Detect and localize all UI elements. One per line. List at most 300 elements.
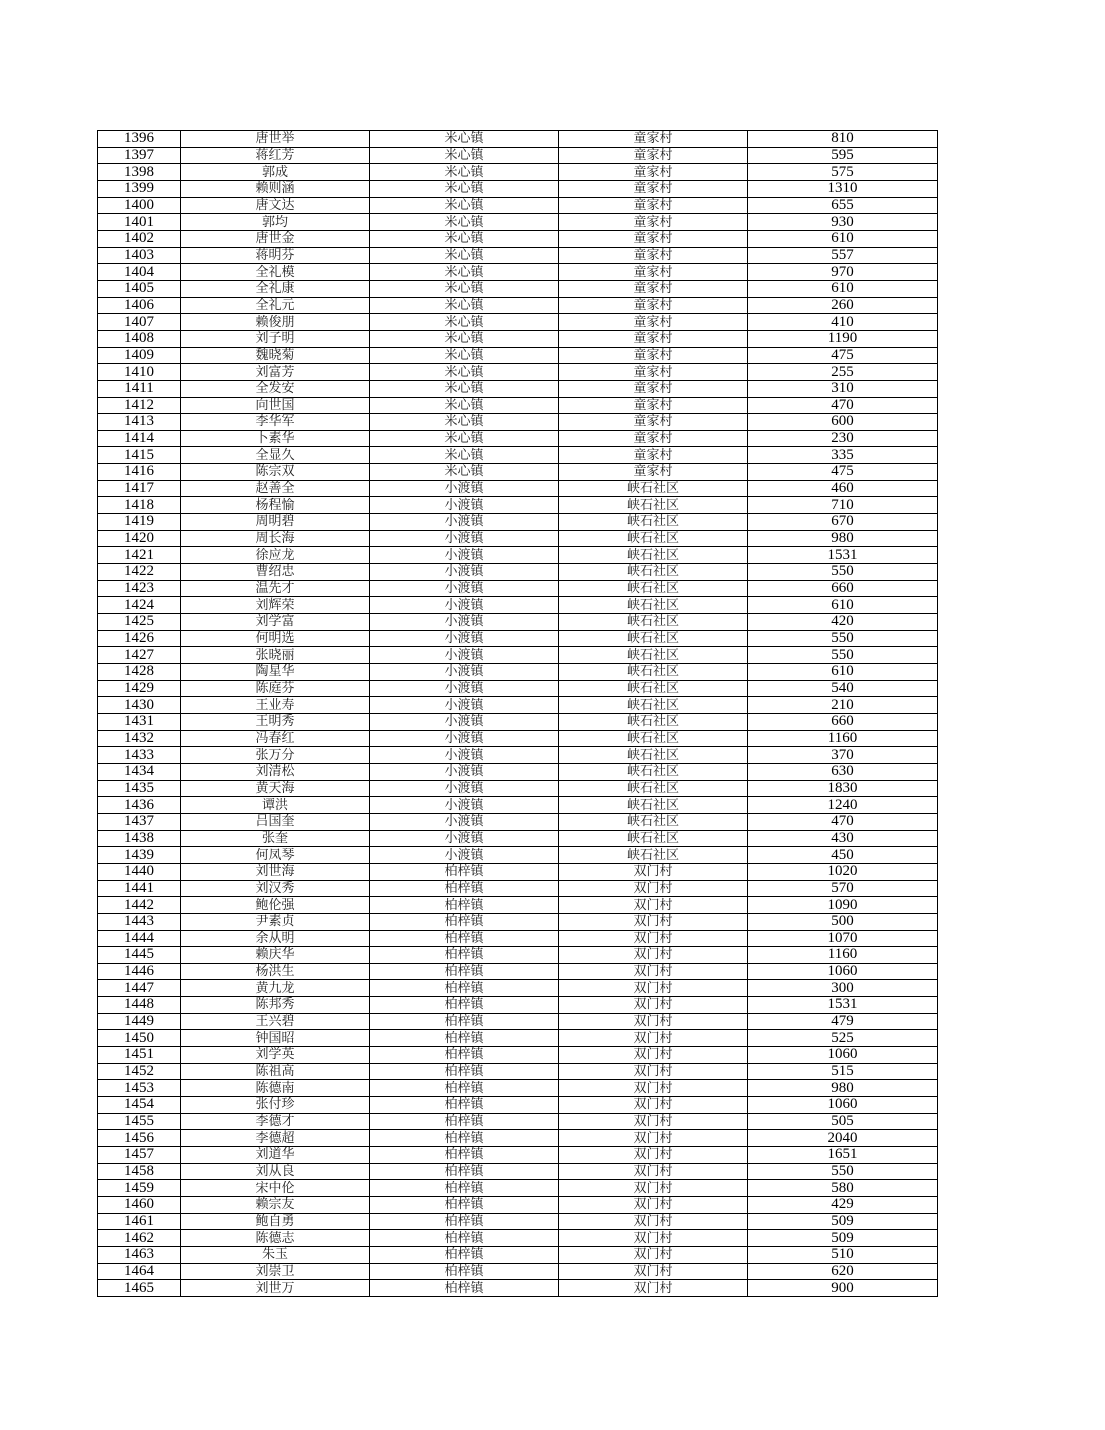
table-row: [98, 297, 938, 314]
cell-number: 1457: [98, 1147, 181, 1164]
cell-amount: 460: [748, 480, 938, 497]
table-row: [98, 980, 938, 997]
cell-town: 小渡镇: [370, 713, 559, 730]
table-row: [98, 1013, 938, 1030]
table-row: [98, 797, 938, 814]
cell-name: 鲍自勇: [181, 1213, 370, 1230]
table-row: [98, 830, 938, 847]
table-row: [98, 214, 938, 231]
cell-amount: 900: [748, 1280, 938, 1297]
table-row: [98, 1230, 938, 1247]
cell-name: 李华军: [181, 414, 370, 431]
cell-number: 1442: [98, 897, 181, 914]
cell-village: 峡石社区: [559, 664, 748, 681]
cell-town: 小渡镇: [370, 830, 559, 847]
cell-name: 王兴碧: [181, 1013, 370, 1030]
cell-number: 1459: [98, 1180, 181, 1197]
cell-town: 小渡镇: [370, 580, 559, 597]
cell-village: 峡石社区: [559, 630, 748, 647]
table-row: [98, 380, 938, 397]
cell-amount: 505: [748, 1113, 938, 1130]
cell-village: 双门村: [559, 930, 748, 947]
table-row: [98, 647, 938, 664]
cell-name: 刘从良: [181, 1163, 370, 1180]
table-row: [98, 1047, 938, 1064]
table-row: [98, 414, 938, 431]
cell-town: 米心镇: [370, 364, 559, 381]
cell-village: 峡石社区: [559, 713, 748, 730]
cell-town: 小渡镇: [370, 647, 559, 664]
table-row: [98, 664, 938, 681]
cell-name: 郭成: [181, 164, 370, 181]
cell-name: 徐应龙: [181, 547, 370, 564]
cell-town: 柏梓镇: [370, 1063, 559, 1080]
cell-village: 峡石社区: [559, 813, 748, 830]
cell-number: 1402: [98, 230, 181, 247]
cell-name: 刘清松: [181, 763, 370, 780]
cell-amount: 255: [748, 364, 938, 381]
cell-town: 柏梓镇: [370, 1246, 559, 1263]
cell-town: 柏梓镇: [370, 1280, 559, 1297]
cell-amount: 1060: [748, 963, 938, 980]
cell-amount: 475: [748, 464, 938, 481]
cell-number: 1453: [98, 1080, 181, 1097]
cell-amount: 610: [748, 280, 938, 297]
cell-town: 米心镇: [370, 297, 559, 314]
table-row: [98, 630, 938, 647]
cell-village: 双门村: [559, 1097, 748, 1114]
table-row: [98, 347, 938, 364]
cell-town: 小渡镇: [370, 797, 559, 814]
cell-number: 1428: [98, 664, 181, 681]
cell-village: 童家村: [559, 264, 748, 281]
cell-town: 柏梓镇: [370, 930, 559, 947]
cell-village: 童家村: [559, 414, 748, 431]
cell-name: 杨洪生: [181, 963, 370, 980]
cell-amount: 1651: [748, 1147, 938, 1164]
cell-town: 米心镇: [370, 464, 559, 481]
cell-number: 1464: [98, 1263, 181, 1280]
cell-village: 双门村: [559, 1030, 748, 1047]
cell-name: 陶星华: [181, 664, 370, 681]
table-row: [98, 863, 938, 880]
cell-village: 童家村: [559, 197, 748, 214]
cell-number: 1443: [98, 913, 181, 930]
cell-amount: 335: [748, 447, 938, 464]
cell-name: 唐世举: [181, 131, 370, 148]
cell-town: 米心镇: [370, 214, 559, 231]
cell-name: 周明碧: [181, 514, 370, 531]
table-row: [98, 1280, 938, 1297]
cell-town: 柏梓镇: [370, 1080, 559, 1097]
cell-town: 柏梓镇: [370, 963, 559, 980]
cell-name: 冯春红: [181, 730, 370, 747]
table-row: [98, 813, 938, 830]
table-row: [98, 963, 938, 980]
cell-name: 刘学英: [181, 1047, 370, 1064]
cell-amount: 660: [748, 713, 938, 730]
cell-town: 柏梓镇: [370, 1163, 559, 1180]
cell-number: 1456: [98, 1130, 181, 1147]
cell-name: 陈宗双: [181, 464, 370, 481]
cell-name: 吕国奎: [181, 813, 370, 830]
cell-number: 1446: [98, 963, 181, 980]
cell-name: 陈德志: [181, 1230, 370, 1247]
cell-number: 1423: [98, 580, 181, 597]
cell-amount: 557: [748, 247, 938, 264]
table-row: [98, 1113, 938, 1130]
cell-name: 卜素华: [181, 430, 370, 447]
table-row: [98, 197, 938, 214]
cell-number: 1413: [98, 414, 181, 431]
table-row: [98, 1263, 938, 1280]
cell-number: 1461: [98, 1213, 181, 1230]
cell-number: 1399: [98, 180, 181, 197]
cell-village: 峡石社区: [559, 597, 748, 614]
cell-village: 双门村: [559, 1113, 748, 1130]
cell-name: 赖宗友: [181, 1197, 370, 1214]
cell-village: 童家村: [559, 147, 748, 164]
cell-village: 峡石社区: [559, 697, 748, 714]
cell-village: 童家村: [559, 330, 748, 347]
cell-number: 1441: [98, 880, 181, 897]
cell-number: 1419: [98, 514, 181, 531]
cell-number: 1434: [98, 763, 181, 780]
cell-name: 王明秀: [181, 713, 370, 730]
table-row: [98, 1147, 938, 1164]
cell-number: 1404: [98, 264, 181, 281]
cell-village: 童家村: [559, 247, 748, 264]
cell-number: 1465: [98, 1280, 181, 1297]
table-row: [98, 480, 938, 497]
cell-number: 1415: [98, 447, 181, 464]
cell-town: 米心镇: [370, 347, 559, 364]
cell-number: 1397: [98, 147, 181, 164]
cell-town: 米心镇: [370, 230, 559, 247]
cell-amount: 429: [748, 1197, 938, 1214]
cell-name: 余从明: [181, 930, 370, 947]
cell-town: 柏梓镇: [370, 1130, 559, 1147]
cell-number: 1410: [98, 364, 181, 381]
cell-town: 小渡镇: [370, 597, 559, 614]
table-row: [98, 697, 938, 714]
cell-town: 米心镇: [370, 397, 559, 414]
cell-village: 峡石社区: [559, 847, 748, 864]
cell-amount: 1240: [748, 797, 938, 814]
cell-amount: 610: [748, 230, 938, 247]
cell-number: 1447: [98, 980, 181, 997]
cell-village: 双门村: [559, 1163, 748, 1180]
cell-village: 峡石社区: [559, 647, 748, 664]
cell-amount: 515: [748, 1063, 938, 1080]
table-row: [98, 497, 938, 514]
cell-amount: 430: [748, 830, 938, 847]
cell-amount: 620: [748, 1263, 938, 1280]
table-row: [98, 464, 938, 481]
cell-number: 1454: [98, 1097, 181, 1114]
cell-town: 米心镇: [370, 380, 559, 397]
cell-town: 米心镇: [370, 280, 559, 297]
cell-name: 刘道华: [181, 1147, 370, 1164]
cell-village: 双门村: [559, 1280, 748, 1297]
cell-number: 1418: [98, 497, 181, 514]
cell-town: 柏梓镇: [370, 1197, 559, 1214]
cell-village: 童家村: [559, 297, 748, 314]
cell-amount: 370: [748, 747, 938, 764]
cell-town: 柏梓镇: [370, 913, 559, 930]
table-row: [98, 397, 938, 414]
cell-amount: 580: [748, 1180, 938, 1197]
cell-amount: 610: [748, 597, 938, 614]
table-row: [98, 1213, 938, 1230]
cell-amount: 500: [748, 913, 938, 930]
cell-village: 童家村: [559, 180, 748, 197]
table-row: [98, 680, 938, 697]
cell-village: 峡石社区: [559, 763, 748, 780]
table-row: [98, 930, 938, 947]
cell-name: 何明选: [181, 630, 370, 647]
cell-name: 曹绍忠: [181, 564, 370, 581]
cell-village: 峡石社区: [559, 514, 748, 531]
cell-amount: 450: [748, 847, 938, 864]
cell-amount: 260: [748, 297, 938, 314]
cell-number: 1417: [98, 480, 181, 497]
cell-village: 峡石社区: [559, 547, 748, 564]
cell-name: 陈邦秀: [181, 997, 370, 1014]
cell-village: 双门村: [559, 1047, 748, 1064]
table-row: [98, 547, 938, 564]
cell-name: 黄天海: [181, 780, 370, 797]
cell-town: 柏梓镇: [370, 997, 559, 1014]
cell-village: 双门村: [559, 863, 748, 880]
cell-village: 双门村: [559, 1147, 748, 1164]
cell-town: 米心镇: [370, 164, 559, 181]
cell-village: 峡石社区: [559, 614, 748, 631]
cell-amount: 1090: [748, 897, 938, 914]
cell-number: 1438: [98, 830, 181, 847]
cell-name: 王业寿: [181, 697, 370, 714]
cell-town: 柏梓镇: [370, 1047, 559, 1064]
cell-number: 1396: [98, 131, 181, 148]
cell-number: 1412: [98, 397, 181, 414]
cell-amount: 810: [748, 131, 938, 148]
table-row: [98, 564, 938, 581]
cell-name: 尹素贞: [181, 913, 370, 930]
cell-number: 1429: [98, 680, 181, 697]
cell-village: 童家村: [559, 347, 748, 364]
cell-town: 米心镇: [370, 180, 559, 197]
cell-number: 1435: [98, 780, 181, 797]
cell-village: 双门村: [559, 1063, 748, 1080]
table-row: [98, 713, 938, 730]
cell-name: 全礼康: [181, 280, 370, 297]
cell-name: 鲍伦强: [181, 897, 370, 914]
cell-village: 双门村: [559, 1263, 748, 1280]
cell-village: 峡石社区: [559, 730, 748, 747]
cell-name: 张奎: [181, 830, 370, 847]
cell-village: 峡石社区: [559, 780, 748, 797]
cell-number: 1462: [98, 1230, 181, 1247]
table-row: [98, 230, 938, 247]
cell-town: 小渡镇: [370, 547, 559, 564]
cell-town: 米心镇: [370, 131, 559, 148]
cell-name: 刘辉荣: [181, 597, 370, 614]
cell-village: 双门村: [559, 1197, 748, 1214]
cell-number: 1448: [98, 997, 181, 1014]
cell-amount: 550: [748, 647, 938, 664]
cell-amount: 660: [748, 580, 938, 597]
cell-number: 1409: [98, 347, 181, 364]
cell-number: 1444: [98, 930, 181, 947]
table-row: [98, 1080, 938, 1097]
cell-name: 全发安: [181, 380, 370, 397]
cell-name: 李德才: [181, 1113, 370, 1130]
cell-amount: 2040: [748, 1130, 938, 1147]
cell-name: 刘子明: [181, 330, 370, 347]
table-row: [98, 1097, 938, 1114]
cell-number: 1430: [98, 697, 181, 714]
cell-amount: 1060: [748, 1047, 938, 1064]
table-row: [98, 430, 938, 447]
table-row: [98, 847, 938, 864]
cell-village: 双门村: [559, 980, 748, 997]
cell-name: 全礼模: [181, 264, 370, 281]
cell-town: 小渡镇: [370, 480, 559, 497]
table-row: [98, 280, 938, 297]
cell-town: 柏梓镇: [370, 863, 559, 880]
data-table: [97, 130, 938, 1297]
cell-village: 童家村: [559, 214, 748, 231]
cell-amount: 510: [748, 1246, 938, 1263]
cell-number: 1427: [98, 647, 181, 664]
cell-town: 小渡镇: [370, 747, 559, 764]
cell-town: 小渡镇: [370, 847, 559, 864]
cell-amount: 470: [748, 397, 938, 414]
cell-name: 宋中伦: [181, 1180, 370, 1197]
table-row: [98, 314, 938, 331]
cell-name: 刘世海: [181, 863, 370, 880]
cell-number: 1445: [98, 947, 181, 964]
cell-amount: 550: [748, 630, 938, 647]
cell-name: 周长海: [181, 530, 370, 547]
cell-name: 陈庭芬: [181, 680, 370, 697]
cell-amount: 710: [748, 497, 938, 514]
cell-town: 米心镇: [370, 414, 559, 431]
cell-town: 柏梓镇: [370, 1180, 559, 1197]
table-row: [98, 614, 938, 631]
cell-town: 小渡镇: [370, 530, 559, 547]
cell-amount: 210: [748, 697, 938, 714]
table-row: [98, 1246, 938, 1263]
cell-village: 童家村: [559, 364, 748, 381]
cell-town: 柏梓镇: [370, 1147, 559, 1164]
cell-town: 柏梓镇: [370, 1113, 559, 1130]
cell-amount: 575: [748, 164, 938, 181]
cell-name: 蒋红芳: [181, 147, 370, 164]
table-row: [98, 913, 938, 930]
cell-amount: 1160: [748, 730, 938, 747]
table-row: [98, 1130, 938, 1147]
cell-number: 1460: [98, 1197, 181, 1214]
cell-number: 1437: [98, 813, 181, 830]
cell-name: 赵善全: [181, 480, 370, 497]
cell-number: 1406: [98, 297, 181, 314]
cell-name: 魏晓菊: [181, 347, 370, 364]
cell-village: 双门村: [559, 1013, 748, 1030]
cell-village: 童家村: [559, 230, 748, 247]
cell-village: 双门村: [559, 1230, 748, 1247]
cell-town: 小渡镇: [370, 514, 559, 531]
cell-number: 1439: [98, 847, 181, 864]
cell-amount: 509: [748, 1230, 938, 1247]
table-row: [98, 180, 938, 197]
cell-name: 全礼元: [181, 297, 370, 314]
cell-name: 何凤琴: [181, 847, 370, 864]
cell-name: 唐文达: [181, 197, 370, 214]
cell-name: 温先才: [181, 580, 370, 597]
cell-village: 双门村: [559, 997, 748, 1014]
cell-town: 小渡镇: [370, 664, 559, 681]
table-row: [98, 897, 938, 914]
cell-name: 全显久: [181, 447, 370, 464]
cell-town: 柏梓镇: [370, 1030, 559, 1047]
cell-village: 双门村: [559, 947, 748, 964]
cell-town: 米心镇: [370, 430, 559, 447]
cell-town: 柏梓镇: [370, 980, 559, 997]
cell-name: 黄九龙: [181, 980, 370, 997]
cell-amount: 980: [748, 1080, 938, 1097]
cell-amount: 570: [748, 880, 938, 897]
cell-amount: 550: [748, 1163, 938, 1180]
cell-village: 双门村: [559, 913, 748, 930]
table-row: [98, 164, 938, 181]
cell-amount: 540: [748, 680, 938, 697]
cell-village: 双门村: [559, 1180, 748, 1197]
cell-number: 1424: [98, 597, 181, 614]
cell-village: 峡石社区: [559, 530, 748, 547]
cell-number: 1408: [98, 330, 181, 347]
cell-amount: 1070: [748, 930, 938, 947]
cell-town: 柏梓镇: [370, 1230, 559, 1247]
cell-town: 小渡镇: [370, 697, 559, 714]
cell-amount: 610: [748, 664, 938, 681]
cell-town: 米心镇: [370, 447, 559, 464]
cell-number: 1455: [98, 1113, 181, 1130]
cell-amount: 300: [748, 980, 938, 997]
cell-amount: 655: [748, 197, 938, 214]
cell-name: 刘汉秀: [181, 880, 370, 897]
cell-name: 刘崇卫: [181, 1263, 370, 1280]
cell-amount: 479: [748, 1013, 938, 1030]
cell-amount: 980: [748, 530, 938, 547]
cell-number: 1463: [98, 1246, 181, 1263]
table-row: [98, 131, 938, 148]
cell-town: 小渡镇: [370, 614, 559, 631]
table-row: [98, 947, 938, 964]
cell-number: 1403: [98, 247, 181, 264]
cell-town: 柏梓镇: [370, 880, 559, 897]
cell-number: 1452: [98, 1063, 181, 1080]
cell-number: 1436: [98, 797, 181, 814]
cell-name: 赖庆华: [181, 947, 370, 964]
cell-village: 双门村: [559, 880, 748, 897]
cell-amount: 1830: [748, 780, 938, 797]
cell-village: 双门村: [559, 1080, 748, 1097]
table-row: [98, 1197, 938, 1214]
cell-number: 1451: [98, 1047, 181, 1064]
cell-number: 1426: [98, 630, 181, 647]
cell-name: 郭均: [181, 214, 370, 231]
